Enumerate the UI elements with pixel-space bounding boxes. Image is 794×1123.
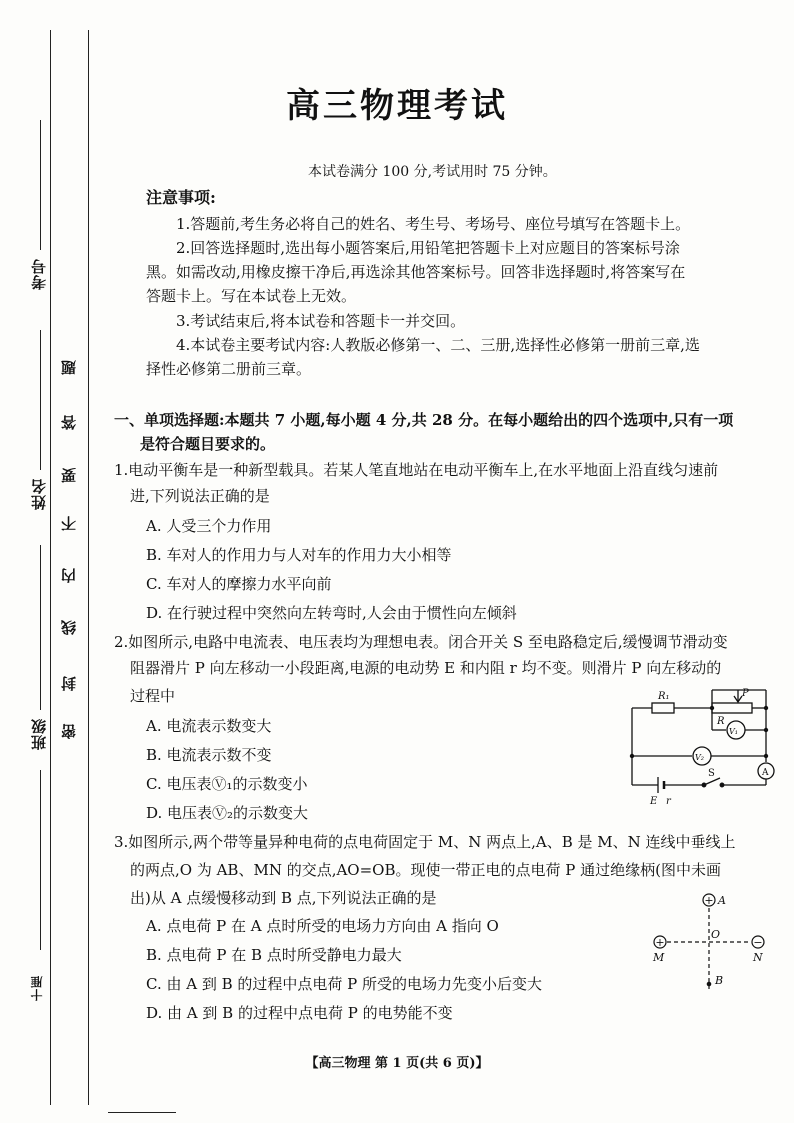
- q3-option-c: C. 由 A 到 B 的过程中点电荷 P 所受的电场力先变小后变大: [146, 975, 543, 993]
- q2-option-d: D. 电压表Ⓥ₂的示数变大: [146, 804, 309, 822]
- q1-option-d: D. 在行驶过程中突然向左转弯时,人会由于惯性向左倾斜: [146, 604, 517, 622]
- q2-circuit-diagram: [620, 682, 780, 810]
- label-a: A: [718, 894, 726, 907]
- label-o: O: [711, 928, 721, 941]
- seal-char-8: 密: [60, 724, 78, 739]
- notice-line: 1.答题前,考生务必将自己的姓名、考生号、考场号、座位号填写在答题卡上。: [176, 215, 691, 233]
- seal-char-4: 不: [60, 516, 78, 531]
- q3-charge-diagram: [645, 886, 775, 998]
- notice-line: 黑。如需改动,用橡皮擦干净后,再选涂其他答案标号。回答非选择题时,将答案写在: [146, 263, 686, 281]
- bottom-stub-line: [108, 1112, 176, 1113]
- label-s: S: [708, 768, 715, 779]
- seal-char-6: 线: [60, 620, 78, 635]
- q2-option-a: A. 电流表示数变大: [146, 717, 272, 735]
- q1-option-a: A. 人受三个力作用: [146, 517, 272, 535]
- q3-stem: 的两点,O 为 AB、MN 的交点,AO=OB。现使一带正电的点电荷 P 通过绝缘柄(图中未画: [130, 861, 721, 879]
- binding-line-inner: [88, 30, 89, 1105]
- label-n: N: [753, 951, 763, 964]
- label-b: B: [715, 974, 724, 987]
- seal-char-2: 答: [60, 415, 78, 430]
- notice-line: 择性必修第二册前三章。: [146, 360, 312, 378]
- notice-title: 注意事项:: [146, 188, 216, 207]
- notice-line: 3.考试结束后,将本试卷和答题卡一并交回。: [176, 312, 466, 330]
- q1-stem: 进,下列说法正确的是: [130, 487, 270, 505]
- q3-stem: 3.如图所示,两个带等量异种电荷的点电荷固定于 M、N 两点上,A、B 是 M、N 连线中垂线上: [114, 833, 736, 851]
- q3-option-b: B. 点电荷 P 在 B 点时所受静电力最大: [146, 946, 402, 964]
- exam-info: 本试卷满分 100 分,考试用时 75 分钟。: [308, 164, 557, 180]
- label-rr: r: [666, 796, 671, 807]
- seal-char-1: 题: [60, 360, 78, 375]
- q3-stem: 出)从 A 点缓慢移动到 B 点,下列说法正确的是: [130, 889, 437, 907]
- class-underline: [40, 545, 41, 710]
- seal-char-7: 封: [60, 676, 78, 691]
- label-r: R: [717, 716, 725, 727]
- q3-option-d: D. 由 A 到 B 的过程中点电荷 P 的电势能不变: [146, 1004, 453, 1022]
- q3-option-a: A. 点电荷 P 在 A 点时所受的电场力方向由 A 指向 O: [146, 917, 499, 935]
- notice-line: 答题卡上。写在本试卷上无效。: [146, 287, 357, 305]
- notice-line: 2.回答选择题时,选出每小题答案后,用铅笔把答题卡上对应题目的答案标号涂: [176, 239, 680, 257]
- bottom-underline: [40, 770, 41, 950]
- charge-a-sign: +: [704, 894, 714, 907]
- q2-stem: 2.如图所示,电路中电流表、电压表均为理想电表。闭合开关 S 至电路稳定后,缓慢调节滑动变: [114, 633, 728, 651]
- class-label: 班级: [30, 718, 48, 750]
- page-title: 高三物理考试: [286, 86, 508, 126]
- binding-line-outer: [50, 30, 51, 1105]
- q1-option-b: B. 车对人的作用力与人对车的作用力大小相等: [146, 546, 452, 564]
- label-v1: V₁: [729, 727, 738, 736]
- q2-stem: 阻器滑片 P 向左移动一小段距离,电源的电动势 E 和内阻 r 均不变。则滑片 P 向左移动的: [130, 659, 722, 677]
- name-underline: [40, 330, 41, 470]
- section-heading: 是符合题目要求的。: [140, 435, 276, 453]
- q2-option-c: C. 电压表Ⓥ₁的示数变小: [146, 775, 308, 793]
- seal-char-5: 内: [60, 568, 78, 583]
- q1-stem: 1.电动平衡车是一种新型载具。若某人笔直地站在电动平衡车上,在水平地面上沿直线匀速前: [114, 461, 719, 479]
- bottom-mark: 十㕍: [30, 975, 44, 1001]
- notice-line: 4.本试卷主要考试内容:人教版必修第一、二、三册,选择性必修第一册前三章,选: [176, 336, 700, 354]
- q2-option-b: B. 电流表示数不变: [146, 746, 272, 764]
- seal-char-3: 要: [60, 468, 78, 483]
- exam-no-label: 考号: [30, 258, 48, 290]
- page-footer: 【高三物理 第 1 页(共 6 页)】: [305, 1056, 489, 1071]
- label-v2: V₂: [695, 753, 704, 762]
- label-r1: R₁: [658, 691, 670, 702]
- label-p: P: [742, 688, 749, 699]
- rheostat-r: [712, 703, 752, 713]
- q2-stem: 过程中: [130, 687, 176, 705]
- label-a: A: [762, 768, 769, 778]
- label-e: E: [650, 796, 658, 807]
- exam-no-underline: [40, 120, 41, 250]
- q1-option-c: C. 车对人的摩擦力水平向前: [146, 575, 332, 593]
- label-m: M: [653, 951, 665, 964]
- charge-m-sign: +: [655, 936, 665, 949]
- resistor-r1: [652, 703, 674, 713]
- section-heading: 一、单项选择题:本题共 7 小题,每小题 4 分,共 28 分。在每小题给出的四个选项中,只有一项: [114, 411, 734, 429]
- name-label: 姓名: [30, 478, 48, 510]
- charge-n-sign: −: [753, 936, 763, 949]
